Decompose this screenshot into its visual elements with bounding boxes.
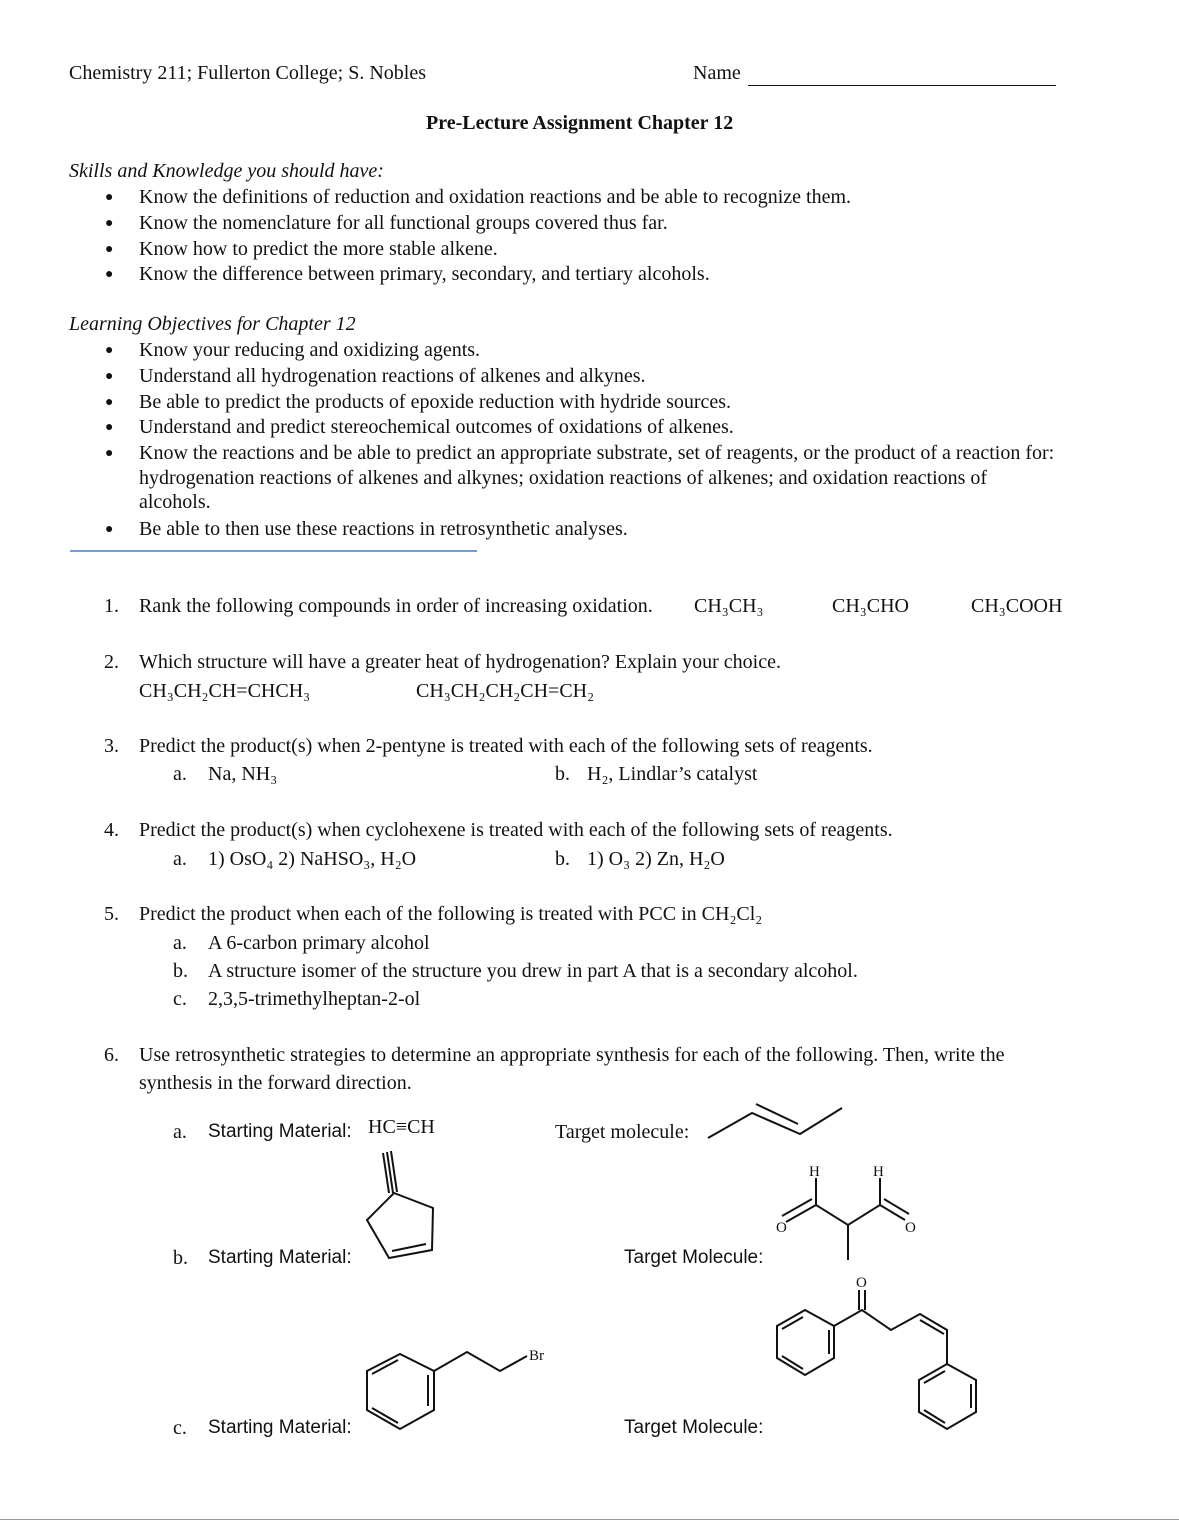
part-label: b. bbox=[555, 848, 570, 870]
question-text: Use retrosynthetic strategies to determine an appropriate synthesis for each of the following. Then, write the bbox=[139, 1044, 1005, 1066]
skills-item: ● Know the nomenclature for all functional groups covered thus far. bbox=[105, 211, 851, 237]
question-number: 5. bbox=[104, 903, 119, 925]
reagent-b: H₂, Lindlar’s catalyst bbox=[587, 763, 758, 785]
atom-oxygen: O bbox=[856, 1275, 867, 1291]
question-text: Predict the product(s) when 2-pentyne is treated with each of the following sets of reagents. bbox=[139, 735, 873, 757]
name-label: Name bbox=[693, 62, 741, 84]
question-number: 4. bbox=[104, 819, 119, 841]
starting-material-label: Starting Material: bbox=[208, 1121, 352, 1142]
page-title: Pre-Lecture Assignment Chapter 12 bbox=[426, 112, 734, 134]
objectives-item: ● Know your reducing and oxidizing agents. bbox=[105, 338, 1054, 364]
part-label: c. bbox=[173, 1417, 187, 1439]
question-text: Rank the following compounds in order of increasing oxidation. bbox=[139, 595, 653, 617]
atom-bromine: Br bbox=[529, 1348, 544, 1364]
atom-oxygen: O bbox=[776, 1220, 787, 1236]
part-label: b. bbox=[173, 960, 188, 982]
compound-ethane: CH₃CH₃ bbox=[694, 595, 764, 617]
starting-material-label: Starting Material: bbox=[208, 1247, 352, 1268]
skills-heading: Skills and Knowledge you should have: bbox=[69, 160, 384, 182]
acetylene-formula: HC≡CH bbox=[368, 1116, 435, 1138]
atom-oxygen: O bbox=[905, 1220, 916, 1236]
compound-acetaldehyde: CH₃CHO bbox=[832, 595, 909, 617]
target-label: Target molecule: bbox=[555, 1121, 690, 1143]
target-label: Target Molecule: bbox=[624, 1417, 764, 1438]
objectives-item-continuation: hydrogenation reactions of alkenes and alkynes; oxidation reactions of alkenes; and oxidation reactions of bbox=[139, 467, 988, 489]
question-text: Predict the product when each of the following is treated with PCC in CH₂Cl₂ bbox=[139, 903, 763, 925]
question-text: Predict the product(s) when cyclohexene is treated with each of the following sets of reagents. bbox=[139, 819, 893, 841]
question-number: 6. bbox=[104, 1044, 119, 1066]
objectives-item-continuation: alcohols. bbox=[139, 491, 211, 513]
question-number: 1. bbox=[104, 595, 119, 617]
atom-hydrogen: H bbox=[873, 1164, 884, 1180]
question-text: Which structure will have a greater heat of hydrogenation? Explain your choice. bbox=[139, 651, 781, 673]
part-label: b. bbox=[173, 1247, 188, 1269]
part-label: b. bbox=[555, 763, 570, 785]
reagent-b: 1) O₃ 2) Zn, H₂O bbox=[587, 848, 725, 870]
part-label: a. bbox=[173, 763, 187, 785]
objectives-item: ● Understand all hydrogenation reactions of alkenes and alkynes. bbox=[105, 364, 1054, 390]
objectives-item: ● Be able to then use these reactions in retrosynthetic analyses. bbox=[105, 517, 628, 543]
atom-hydrogen: H bbox=[809, 1164, 820, 1180]
course-info: Chemistry 211; Fullerton College; S. Nobles bbox=[69, 62, 427, 84]
objectives-heading: Learning Objectives for Chapter 12 bbox=[69, 313, 356, 335]
part-b-text: A structure isomer of the structure you drew in part A that is a secondary alcohol. bbox=[208, 960, 858, 982]
compound-1-pentene: CH₃CH₂CH₂CH=CH₂ bbox=[416, 680, 595, 702]
part-c-text: 2,3,5-trimethylheptan-2-ol bbox=[208, 988, 421, 1010]
skills-item: ● Know the definitions of reduction and oxidation reactions and be able to recognize them. bbox=[105, 185, 851, 211]
target-label: Target Molecule: bbox=[624, 1247, 764, 1268]
objectives-item: ● Understand and predict stereochemical outcomes of oxidations of alkenes. bbox=[105, 415, 1054, 441]
objectives-item: ● Be able to predict the products of epoxide reduction with hydride sources. bbox=[105, 390, 1054, 416]
compound-acetic-acid: CH₃COOH bbox=[971, 595, 1063, 617]
part-label: a. bbox=[173, 848, 187, 870]
part-a-text: A 6-carbon primary alcohol bbox=[208, 932, 430, 954]
question-number: 3. bbox=[104, 735, 119, 757]
reagent-a: Na, NH₃ bbox=[208, 763, 278, 785]
skills-item: ● Know how to predict the more stable alkene. bbox=[105, 237, 851, 263]
starting-material-label: Starting Material: bbox=[208, 1417, 352, 1438]
question-text-continuation: synthesis in the forward direction. bbox=[139, 1072, 412, 1094]
objectives-item-line: Know the reactions and be able to predict an appropriate substrate, set of reagents, or the product of a reaction for: bbox=[139, 442, 1055, 465]
page-bottom-rule bbox=[0, 1519, 1179, 1520]
skills-item: ● Know the difference between primary, secondary, and tertiary alcohols. bbox=[105, 262, 851, 288]
part-label: a. bbox=[173, 1121, 187, 1143]
part-label: c. bbox=[173, 988, 187, 1010]
question-number: 2. bbox=[104, 651, 119, 673]
compound-2-pentene: CH₃CH₂CH=CHCH₃ bbox=[139, 680, 311, 702]
part-label: a. bbox=[173, 932, 187, 954]
reagent-a: 1) OsO₄ 2) NaHSO₃, H₂O bbox=[208, 848, 417, 870]
